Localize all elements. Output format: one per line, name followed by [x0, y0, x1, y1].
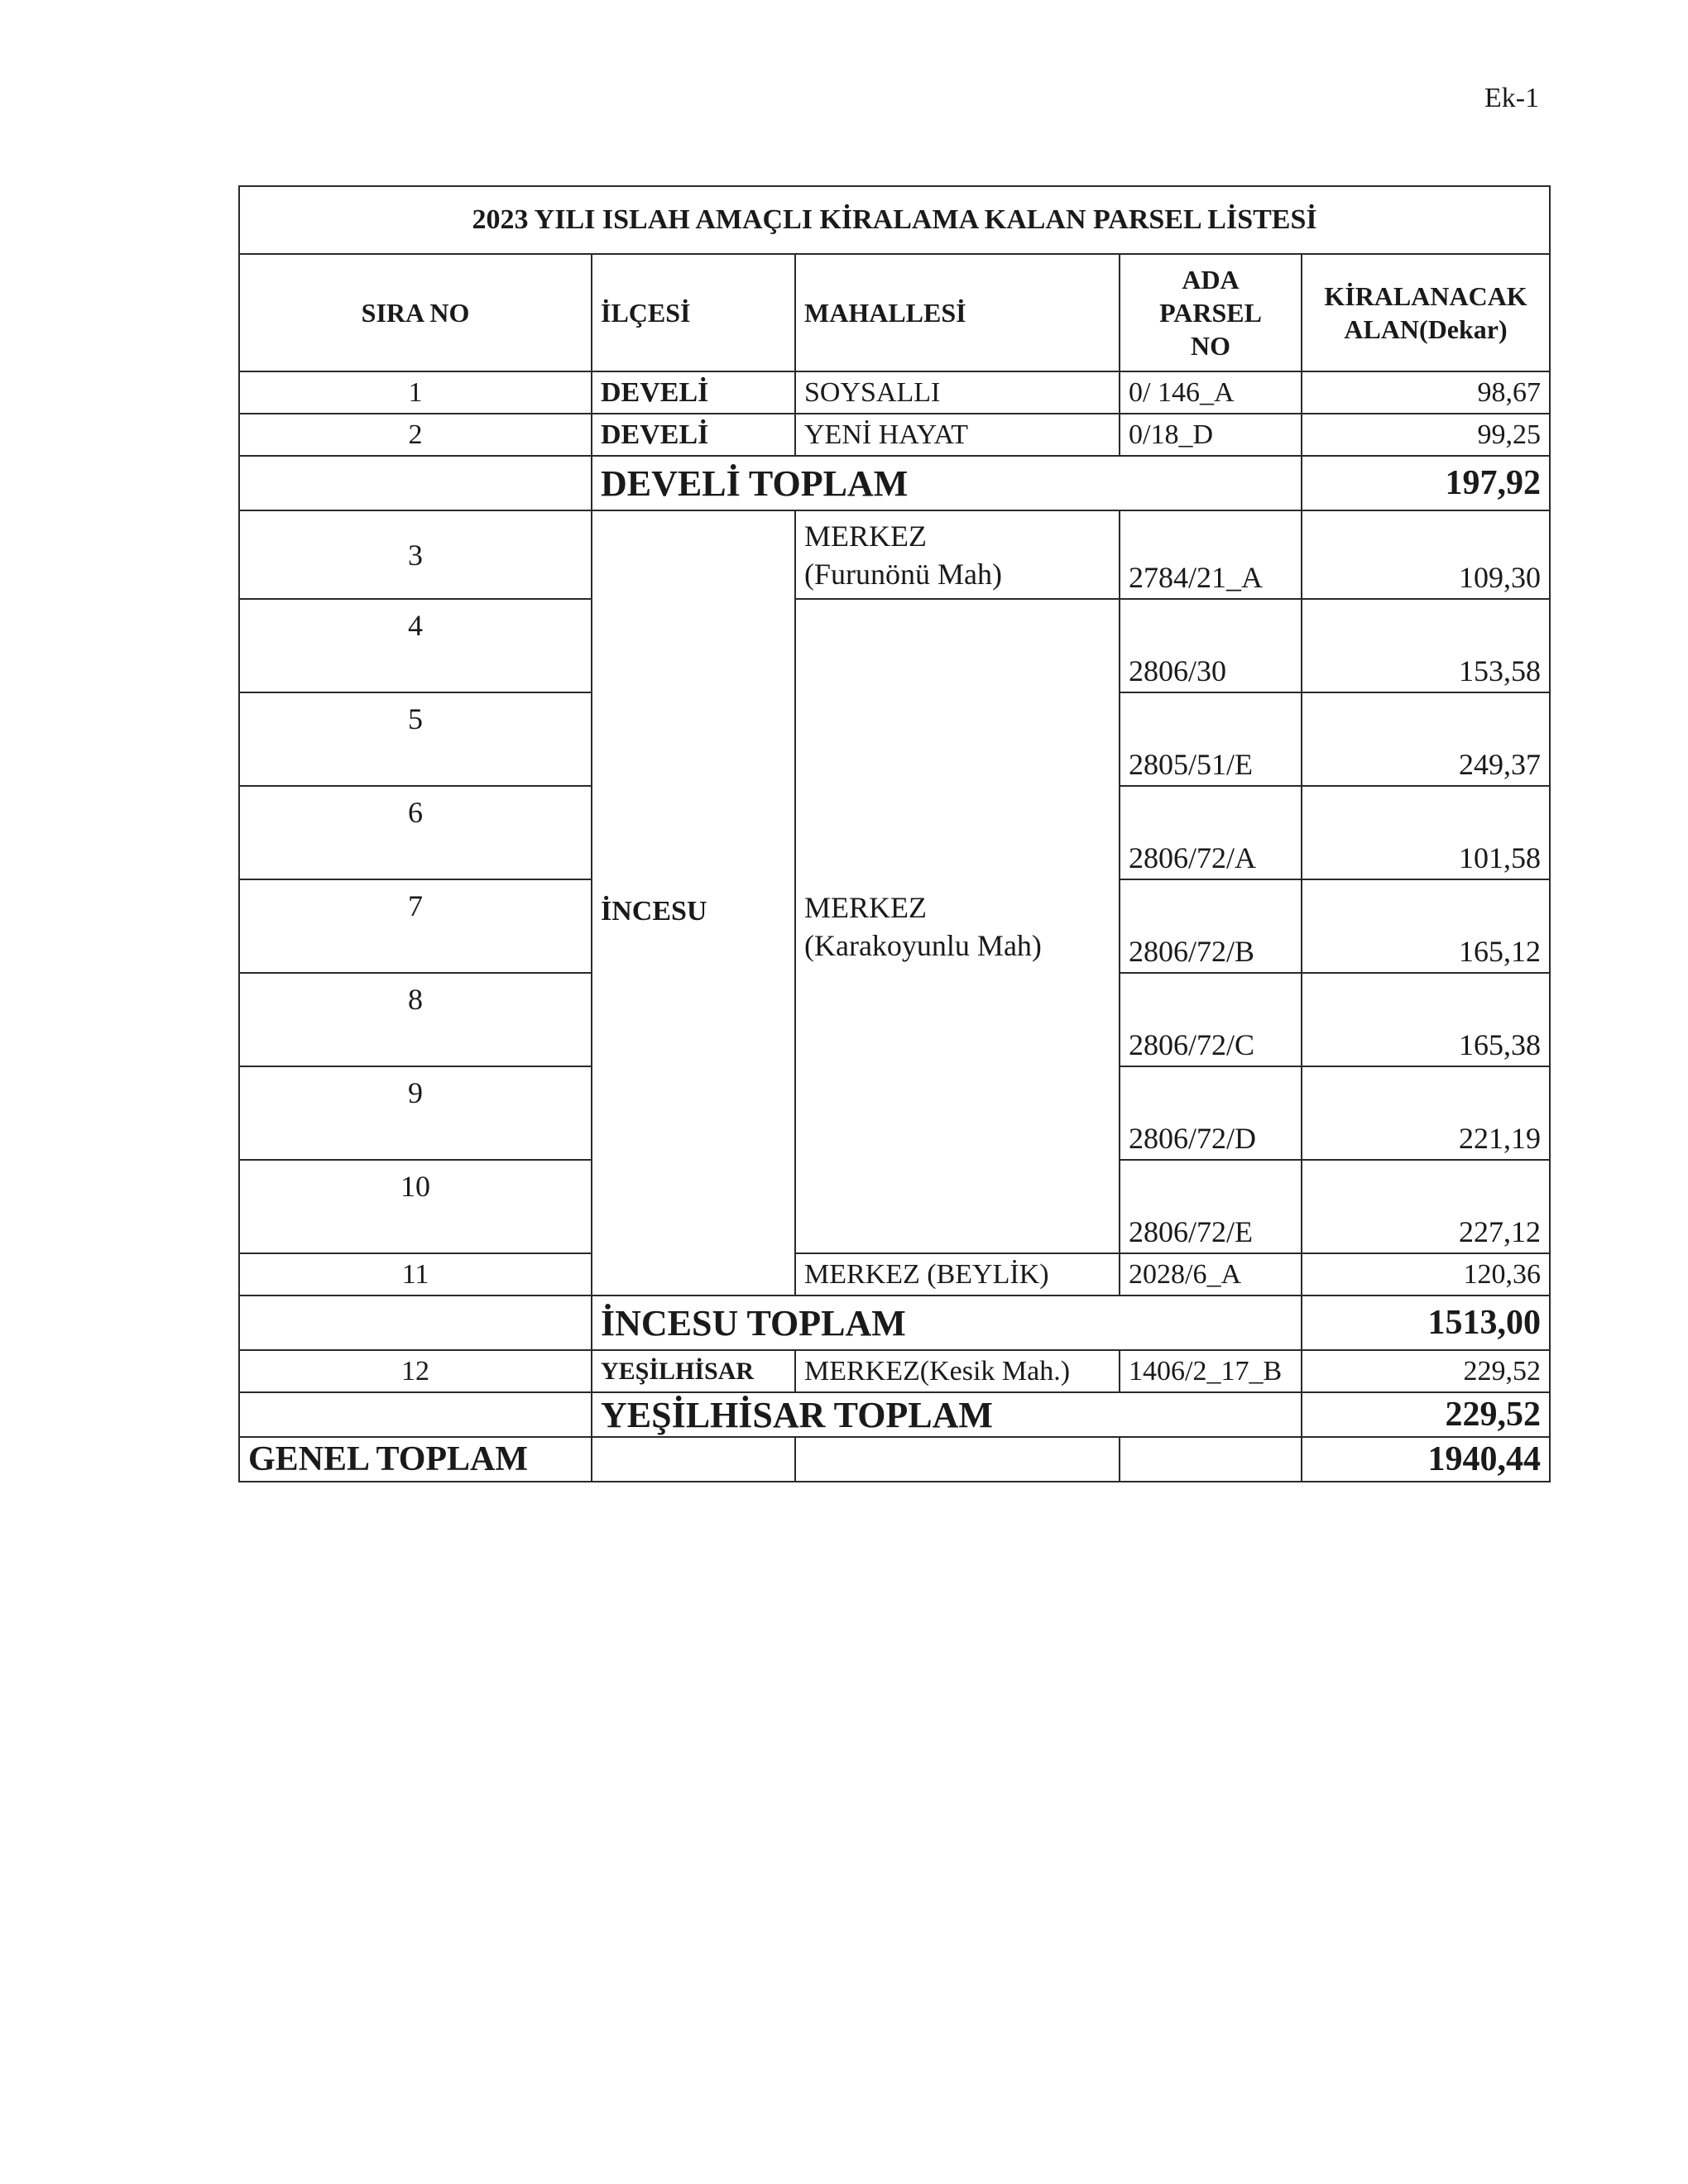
incesu-total-label: İNCESU TOPLAM: [592, 1296, 1302, 1350]
table-row: [239, 510, 1550, 599]
cell-ilce: DEVELİ: [592, 371, 795, 414]
cell-sira: 1: [239, 371, 592, 414]
table-row: [239, 599, 1550, 692]
cell-sira: 7: [239, 879, 592, 973]
mahalle-line1: MERKEZ: [804, 890, 927, 924]
cell-sira: 12: [239, 1350, 592, 1392]
develi-total-label: DEVELİ TOPLAM: [592, 456, 1302, 510]
page-label: Ek-1: [1484, 83, 1540, 113]
cell-ilce: DEVELİ: [592, 414, 795, 456]
karakoyunlu-mahalle-cell: [795, 599, 1120, 1253]
empty-cell: [592, 1437, 795, 1482]
genel-total-value: 1940,44: [1302, 1437, 1550, 1482]
subtotal-row: [239, 1392, 1550, 1437]
develi-total-value: 197,92: [1302, 456, 1550, 510]
table-row: [239, 414, 1550, 456]
cell-alan: 165,12: [1302, 879, 1550, 973]
cell-sira: 6: [239, 786, 592, 879]
cell-sira: 10: [239, 1160, 592, 1253]
grand-total-row: [239, 1437, 1550, 1482]
cell-sira: 4: [239, 599, 592, 692]
header-mahalle: MAHALLESİ: [795, 254, 1120, 371]
incesu-ilce-cell: İNCESU: [592, 510, 795, 1296]
cell-alan: 101,58: [1302, 786, 1550, 879]
empty-cell: [239, 1296, 592, 1350]
header-ilce: İLÇESİ: [592, 254, 795, 371]
cell-sira: 11: [239, 1253, 592, 1296]
yesilhisar-total-label: YEŞİLHİSAR TOPLAM: [592, 1392, 1302, 1437]
cell-sira: 9: [239, 1066, 592, 1160]
genel-total-label: GENEL TOPLAM: [239, 1437, 592, 1482]
cell-alan: 227,12: [1302, 1160, 1550, 1253]
parcel-table: [238, 185, 1551, 1482]
cell-alan: 109,30: [1302, 510, 1550, 599]
cell-alan: 221,19: [1302, 1066, 1550, 1160]
cell-alan: 153,58: [1302, 599, 1550, 692]
cell-ada: 2028/6_A: [1120, 1253, 1302, 1296]
cell-ada: 2805/51/E: [1120, 692, 1302, 786]
mahalle-line2: (Furunönü Mah): [804, 557, 1002, 591]
cell-sira: 2: [239, 414, 592, 456]
cell-ada: 2806/72/B: [1120, 879, 1302, 973]
cell-ada: 2784/21_A: [1120, 510, 1302, 599]
cell-ada: 0/ 146_A: [1120, 371, 1302, 414]
header-row: [239, 254, 1550, 371]
incesu-total-value: 1513,00: [1302, 1296, 1550, 1350]
cell-mahalle: [795, 510, 1120, 599]
cell-mahalle: MERKEZ(Kesik Mah.): [795, 1350, 1120, 1392]
header-sira: SIRA NO: [239, 254, 592, 371]
cell-ada: 2806/72/D: [1120, 1066, 1302, 1160]
cell-ada: 2806/30: [1120, 599, 1302, 692]
cell-ada: 0/18_D: [1120, 414, 1302, 456]
cell-alan: 120,36: [1302, 1253, 1550, 1296]
cell-ada: 2806/72/C: [1120, 973, 1302, 1066]
cell-mahalle: YENİ HAYAT: [795, 414, 1120, 456]
cell-alan: 98,67: [1302, 371, 1550, 414]
header-alan-line2: ALAN(Dekar): [1344, 314, 1508, 344]
empty-cell: [239, 1392, 592, 1437]
yesilhisar-total-value: 229,52: [1302, 1392, 1550, 1437]
cell-alan: 249,37: [1302, 692, 1550, 786]
table-row: [239, 1253, 1550, 1296]
cell-mahalle: SOYSALLI: [795, 371, 1120, 414]
empty-cell: [1120, 1437, 1302, 1482]
header-alan: [1302, 254, 1550, 371]
cell-alan: 165,38: [1302, 973, 1550, 1066]
table-title: 2023 YILI ISLAH AMAÇLI KİRALAMA KALAN PARSEL LİSTESİ: [239, 186, 1550, 254]
cell-ada: 2806/72/A: [1120, 786, 1302, 879]
cell-mahalle: MERKEZ (BEYLİK): [795, 1253, 1120, 1296]
cell-ilce: YEŞİLHİSAR: [592, 1350, 795, 1392]
empty-cell: [239, 456, 592, 510]
table-row: [239, 1350, 1550, 1392]
mahalle-line2: (Karakoyunlu Mah): [804, 928, 1042, 962]
empty-cell: [795, 1437, 1120, 1482]
cell-ada: 1406/2_17_B: [1120, 1350, 1302, 1392]
cell-ada: 2806/72/E: [1120, 1160, 1302, 1253]
header-ada-line3: NO: [1191, 331, 1230, 361]
cell-alan: 99,25: [1302, 414, 1550, 456]
subtotal-row: [239, 1296, 1550, 1350]
table-row: [239, 371, 1550, 414]
header-alan-line1: KİRALANACAK: [1324, 281, 1527, 311]
header-ada-parsel: [1120, 254, 1302, 371]
cell-sira: 3: [239, 510, 592, 599]
cell-sira: 8: [239, 973, 592, 1066]
cell-alan: 229,52: [1302, 1350, 1550, 1392]
mahalle-line1: MERKEZ: [804, 519, 927, 553]
subtotal-row: [239, 456, 1550, 510]
header-ada-line1: ADA: [1182, 265, 1240, 295]
header-ada-line2: PARSEL: [1159, 298, 1262, 328]
cell-sira: 5: [239, 692, 592, 786]
